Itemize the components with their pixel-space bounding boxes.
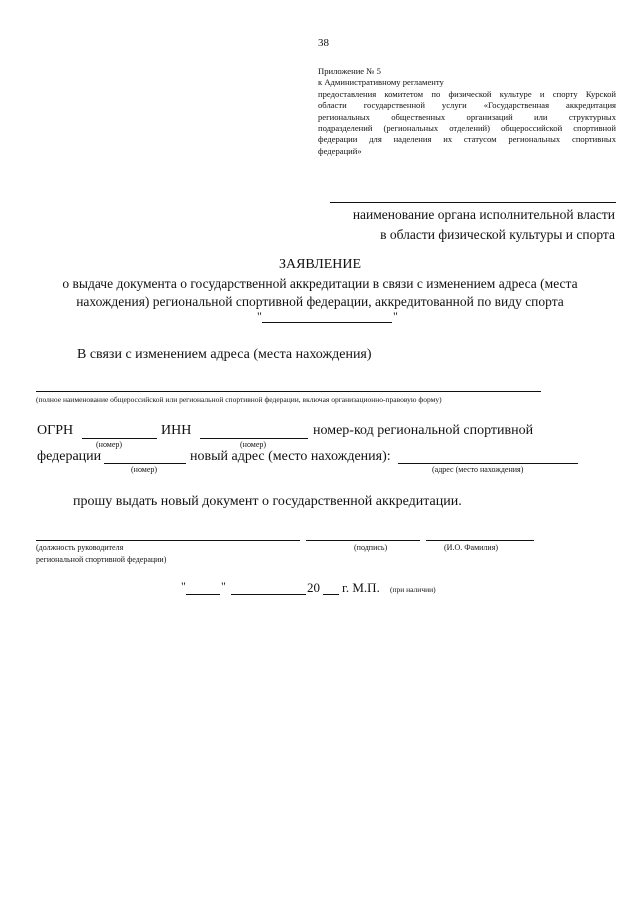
year-suffix: г. М.П. (342, 580, 380, 595)
request-text: прошу выдать новый документ о государственной аккредитации. (73, 494, 462, 509)
position-line[interactable] (36, 540, 300, 541)
full-name-caption: (полное наименование общероссийской или региональной спортивной федерации, включая организационно-правовую форму) (36, 395, 442, 404)
appendix-header (318, 66, 616, 157)
inn-label: ИНН (161, 423, 192, 438)
appendix-line: области государственной услуги «Государственная аккредитация (318, 100, 616, 111)
appendix-line: региональных общественных организаций или структурных (318, 111, 616, 122)
new-address-label: новый адрес (место нахождения): (190, 449, 391, 464)
day-line[interactable] (186, 594, 220, 595)
appendix-line: федераций» (318, 145, 362, 156)
organ-caption-line: в области физической культуры и спорта (380, 227, 615, 242)
code-label: номер-код региональной спортивной (313, 423, 534, 438)
number-caption: (номер) (131, 465, 158, 474)
organ-name-line[interactable] (330, 202, 616, 203)
year-prefix: 20 (307, 580, 320, 595)
organ-caption-line: наименование органа исполнительной власти (352, 207, 615, 222)
appendix-line: предоставления комитетом по физической культуре и спорту Курской (318, 88, 616, 99)
appendix-line: подразделений (региональных отделений) общероссийской спортивной (318, 123, 616, 134)
appendix-line: к Административному регламенту (318, 77, 444, 88)
appendix-title: Приложение № 5 (318, 66, 381, 76)
date-quote-open: " (181, 579, 186, 593)
full-name-signature-line[interactable] (426, 540, 534, 541)
year-line[interactable] (323, 594, 339, 595)
sport-quote-open: " (257, 309, 262, 323)
federation-label: федерации (37, 449, 102, 464)
inn-input-line[interactable] (200, 438, 308, 439)
new-address-line[interactable] (398, 463, 578, 464)
organ-caption (353, 205, 615, 245)
number-caption: (номер) (96, 440, 123, 449)
intro-text: В связи с изменением адреса (места нахождения) (77, 347, 372, 362)
sport-name-line[interactable] (262, 322, 392, 323)
ogrn-label: ОГРН (37, 423, 74, 438)
full-name-line[interactable] (36, 391, 541, 392)
address-caption: (адрес (место нахождения) (432, 465, 524, 474)
document-title: ЗАЯВЛЕНИЕ (278, 257, 362, 272)
name-caption: (И.О. Фамилия) (444, 543, 499, 552)
heading-line: о выдаче документа о государственной аккредитации в связи с изменением адреса (места (62, 276, 578, 291)
seal-note: (при наличии) (390, 585, 436, 594)
position-caption: региональной спортивной федерации) (36, 555, 167, 564)
page-number: 38 (318, 37, 329, 49)
sport-quote-close: " (393, 309, 398, 323)
federation-code-line[interactable] (104, 463, 186, 464)
appendix-line: федерации для наделения их статусом региональных спортивных (318, 134, 616, 145)
date-quote-close: " (221, 579, 226, 593)
heading-line: нахождения) региональной спортивной федерации, аккредитованной по виду спорта (76, 294, 564, 309)
signature-line[interactable] (306, 540, 420, 541)
signature-caption: (подпись) (354, 543, 388, 552)
number-caption: (номер) (240, 440, 267, 449)
ogrn-input-line[interactable] (82, 438, 157, 439)
month-line[interactable] (231, 594, 306, 595)
position-caption: (должность руководителя (36, 543, 124, 552)
